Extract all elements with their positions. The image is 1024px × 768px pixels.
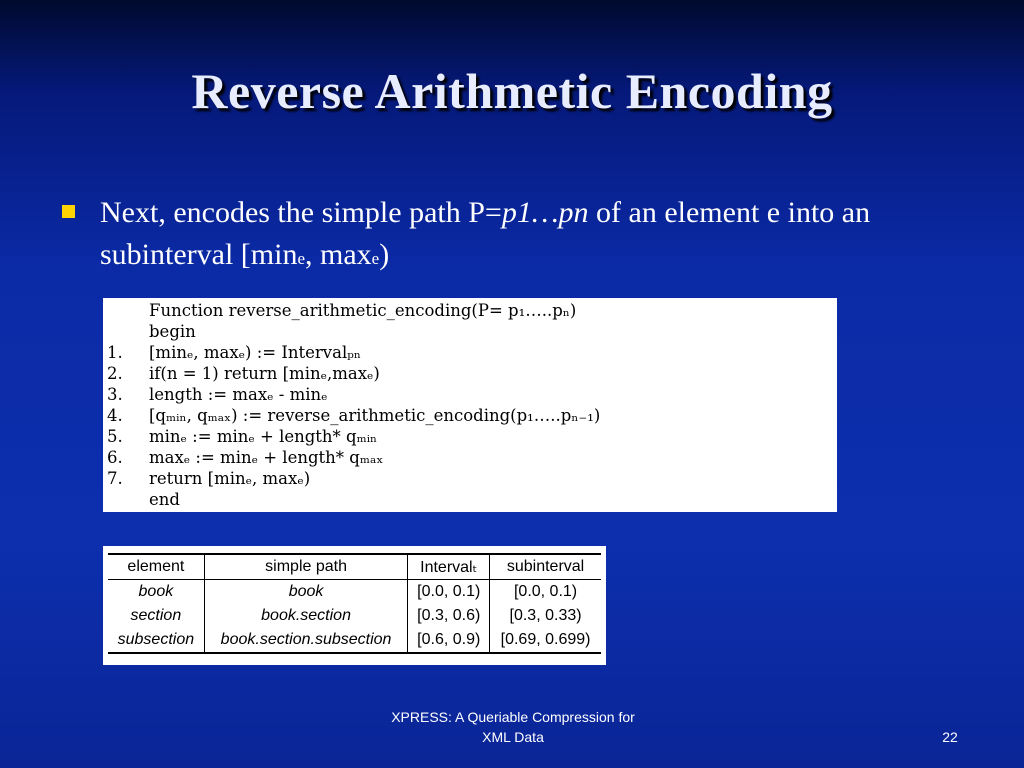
code-line-text: length := maxₑ - minₑ xyxy=(149,385,328,404)
table-cell: [0.3, 0.6) xyxy=(408,604,490,628)
table-cell: [0.69, 0.699) xyxy=(490,628,601,653)
bullet-text-b: of an element e into an subinterval [min xyxy=(100,196,871,271)
table-cell: [0.0, 0.1) xyxy=(408,580,490,605)
code-line xyxy=(107,363,837,384)
code-line-number: 6. xyxy=(107,448,123,467)
code-line-text: Function reverse_arithmetic_encoding(P= p₁…..pₙ) xyxy=(149,301,577,320)
encoding-table xyxy=(108,553,601,654)
bullet-text-c: , max xyxy=(305,238,372,271)
table-cell: book.section xyxy=(204,604,408,628)
code-line xyxy=(107,447,837,468)
code-line xyxy=(107,405,837,426)
code-line-text: end xyxy=(149,490,180,509)
table-row xyxy=(108,604,601,628)
code-line-number: 4. xyxy=(107,406,123,425)
table-header-cell: element xyxy=(108,554,204,580)
code-line xyxy=(107,342,837,363)
table-header-cell: subinterval xyxy=(490,554,601,580)
footer-line-2: XML Data xyxy=(482,729,544,745)
slide-number: 22 xyxy=(942,729,958,745)
table-row xyxy=(108,628,601,653)
bullet-sub-e1: e xyxy=(297,249,306,268)
table-cell: book xyxy=(108,580,204,605)
table-row xyxy=(108,580,601,605)
code-line-text: maxₑ := minₑ + length* qₘₐₓ xyxy=(149,448,384,467)
table-cell: section xyxy=(108,604,204,628)
encoding-table-image xyxy=(103,546,606,665)
code-line-number: 2. xyxy=(107,364,123,383)
table-cell: [0.6, 0.9) xyxy=(408,628,490,653)
code-line-number: 5. xyxy=(107,427,123,446)
code-line xyxy=(107,468,837,489)
footer-line-1: XPRESS: A Queriable Compression for xyxy=(391,709,635,725)
bullet-path: p1…pn xyxy=(501,196,589,229)
code-line xyxy=(107,489,837,510)
footer-caption xyxy=(355,707,671,747)
code-line-text: [minₑ, maxₑ) := Intervalₚₙ xyxy=(149,343,361,362)
algorithm-code-image xyxy=(103,298,837,512)
table-cell: [0.0, 0.1) xyxy=(513,583,578,600)
bullet-text-a: Next, encodes the simple path P= xyxy=(100,196,502,229)
slide-title: Reverse Arithmetic Encoding xyxy=(191,63,833,119)
table-cell: book.section.subsection xyxy=(204,628,408,653)
square-bullet-icon xyxy=(62,205,75,218)
bullet-text-d: ) xyxy=(379,238,390,271)
code-line-number: 3. xyxy=(107,385,123,404)
code-line-text: minₑ := minₑ + length* qₘᵢₙ xyxy=(149,427,378,446)
code-line xyxy=(107,321,837,342)
code-line xyxy=(107,384,837,405)
code-line-text: return [minₑ, maxₑ) xyxy=(149,469,311,488)
table-cell: [0.3, 0.33) xyxy=(509,607,582,624)
code-line-text: if(n = 1) return [minₑ,maxₑ) xyxy=(149,364,380,383)
bullet-text xyxy=(100,192,980,280)
table-header-row xyxy=(108,554,601,580)
code-line xyxy=(107,426,837,447)
table-header-cell: Intervalₜ xyxy=(408,554,490,580)
table-header-cell: simple path xyxy=(204,554,408,580)
table-cell: subsection xyxy=(108,628,204,653)
code-line-text: [qₘᵢₙ, qₘₐₓ) := reverse_arithmetic_encoding(p₁…..pₙ₋₁) xyxy=(149,406,601,425)
bullet-sub-e2: e xyxy=(371,249,380,268)
code-line xyxy=(107,300,837,321)
code-line-number: 7. xyxy=(107,469,123,488)
code-line-text: begin xyxy=(149,322,196,341)
table-cell: book xyxy=(204,580,408,605)
code-line-number: 1. xyxy=(107,343,123,362)
